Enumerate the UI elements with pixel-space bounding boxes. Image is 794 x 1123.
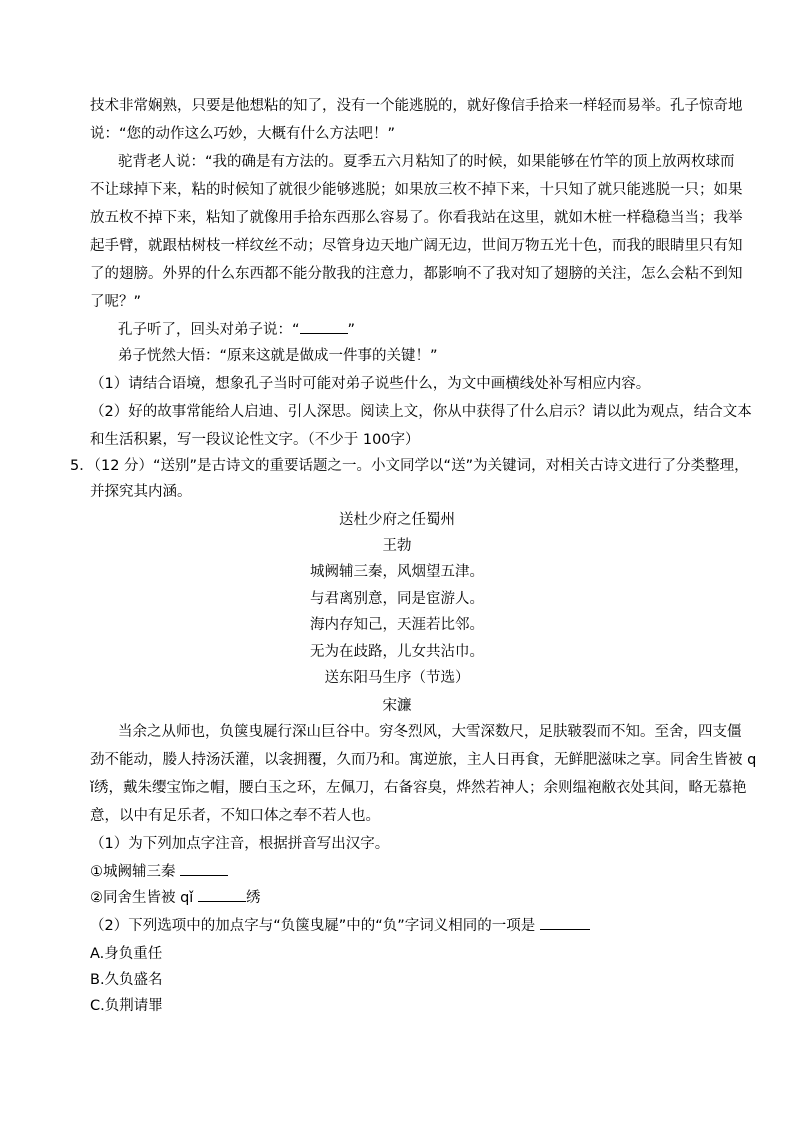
passage-line-5: 放五枚不掉下来，粘知了就像用手拾东西那么容易了。你看我站在这里，就如木桩一样稳稳当当；我举 [90, 210, 743, 226]
option-b: B.久负盛名 [90, 972, 163, 988]
confucius-line [118, 320, 355, 340]
poem-line-2: 与君离别意，同是宦游人。 [310, 591, 484, 607]
passage-line-8: 了呢？” [90, 294, 142, 310]
question-4-2-line-2: 和生活积累，写一段议论性文字。（不少于 100字） [90, 432, 420, 448]
passage-line-4: 不让球掉下来，粘的时候知了就很少能够逃脱；如果放三枚不掉下来，十只知了就只能逃脱一只；如果 [90, 182, 743, 198]
poem-line-4: 无为在歧路，儿女共沾巾。 [310, 644, 484, 660]
poem-author: 王勃 [382, 538, 412, 554]
option-a: A.身负重任 [90, 946, 163, 962]
sub-question-2: （2）下列选项中的加点字与“负箧曳屣”中的“负”字词义相同的一项是 [90, 918, 536, 934]
item-1-blank[interactable] [180, 862, 228, 876]
prose-author: 宋濂 [382, 698, 412, 714]
passage-line-2: 说：“您的动作这么巧妙，大概有什么方法吧！” [90, 126, 396, 142]
prose-title: 送东阳马生序（节选） [324, 670, 470, 686]
disciple-line: 弟子恍然大悟：“原来这就是做成一件事的关键！” [118, 348, 438, 364]
prose-line-3: ǐ绣，戴朱缨宝饰之帽，腰白玉之环，左佩刀，右备容臭，烨然若神人；余则缊袍敝衣处其间，略无慕艳 [90, 780, 747, 796]
poem-title: 送杜少府之任蜀州 [339, 512, 455, 528]
item-1-text: ①城阙辅三秦 [90, 864, 176, 880]
passage-line-1: 技术非常娴熟，只要是他想粘的知了，没有一个能逃脱的，就好像信手拾来一样轻而易举。孔子惊奇地 [90, 98, 743, 114]
sub-question-1: （1）为下列加点字注音，根据拼音写出汉字。 [90, 836, 390, 852]
prose-line-1: 当余之从师也，负箧曳屣行深山巨谷中。穷冬烈风，大雪深数尺，足肤皲裂而不知。至舍，四支僵 [118, 724, 742, 740]
option-c: C.负荆请罪 [90, 998, 163, 1014]
item-2-text: ②同舍生皆被 qǐ [90, 890, 194, 906]
poem-line-1: 城阙辅三秦，风烟望五津。 [310, 564, 484, 580]
passage-line-6: 起手臂，就跟枯树枝一样纹丝不动；尽管身边天地广阔无边，世间万物五光十色，而我的眼睛里只有知 [90, 238, 743, 254]
question-4-1: （1）请结合语境，想象孔子当时可能对弟子说些什么，为文中画横线处补写相应内容。 [90, 376, 651, 392]
item-2-suffix: 绣 [245, 890, 261, 906]
poem-line-3: 海内存知己，天涯若比邻。 [310, 617, 484, 633]
sub-question-2-blank[interactable] [540, 916, 590, 930]
question-5-intro-line-1: 5．（12 分）“送别”是古诗文的重要话题之一。小文同学以“送”为关键词，对相关古诗文进行了分类整理， [70, 458, 749, 474]
prose-line-2: 劲不能动，媵人持汤沃灌，以衾拥覆，久而乃和。寓逆旅，主人日再食，无鲜肥滋味之享。同舍生皆被 q [90, 752, 757, 768]
passage-line-7: 了的翅膀。外界的什么东西都不能分散我的注意力，都影响不了我对知了翅膀的关注，怎么会粘不到知 [90, 266, 743, 282]
item-2-blank[interactable] [198, 888, 246, 902]
item-1-line [90, 862, 228, 882]
prose-line-4: 意，以中有足乐者，不知口体之奉不若人也。 [90, 808, 380, 824]
confucius-close-quote: ” [347, 322, 356, 338]
question-4-2-line-1: （2）好的故事常能给人启迪、引人深思。阅读上文，你从中获得了什么启示？请以此为观点，结合文本 [90, 404, 752, 420]
question-5-intro-line-2: 并探究其内涵。 [90, 484, 192, 500]
answer-blank[interactable] [300, 320, 348, 334]
passage-line-3: 驼背老人说：“我的确是有方法的。夏季五六月粘知了的时候，如果能够在竹竿的顶上放两枚球而 [118, 154, 735, 170]
confucius-text: 孔子听了，回头对弟子说：“ [118, 322, 300, 338]
sub-question-2-line [90, 916, 590, 936]
item-2-line [90, 888, 260, 908]
